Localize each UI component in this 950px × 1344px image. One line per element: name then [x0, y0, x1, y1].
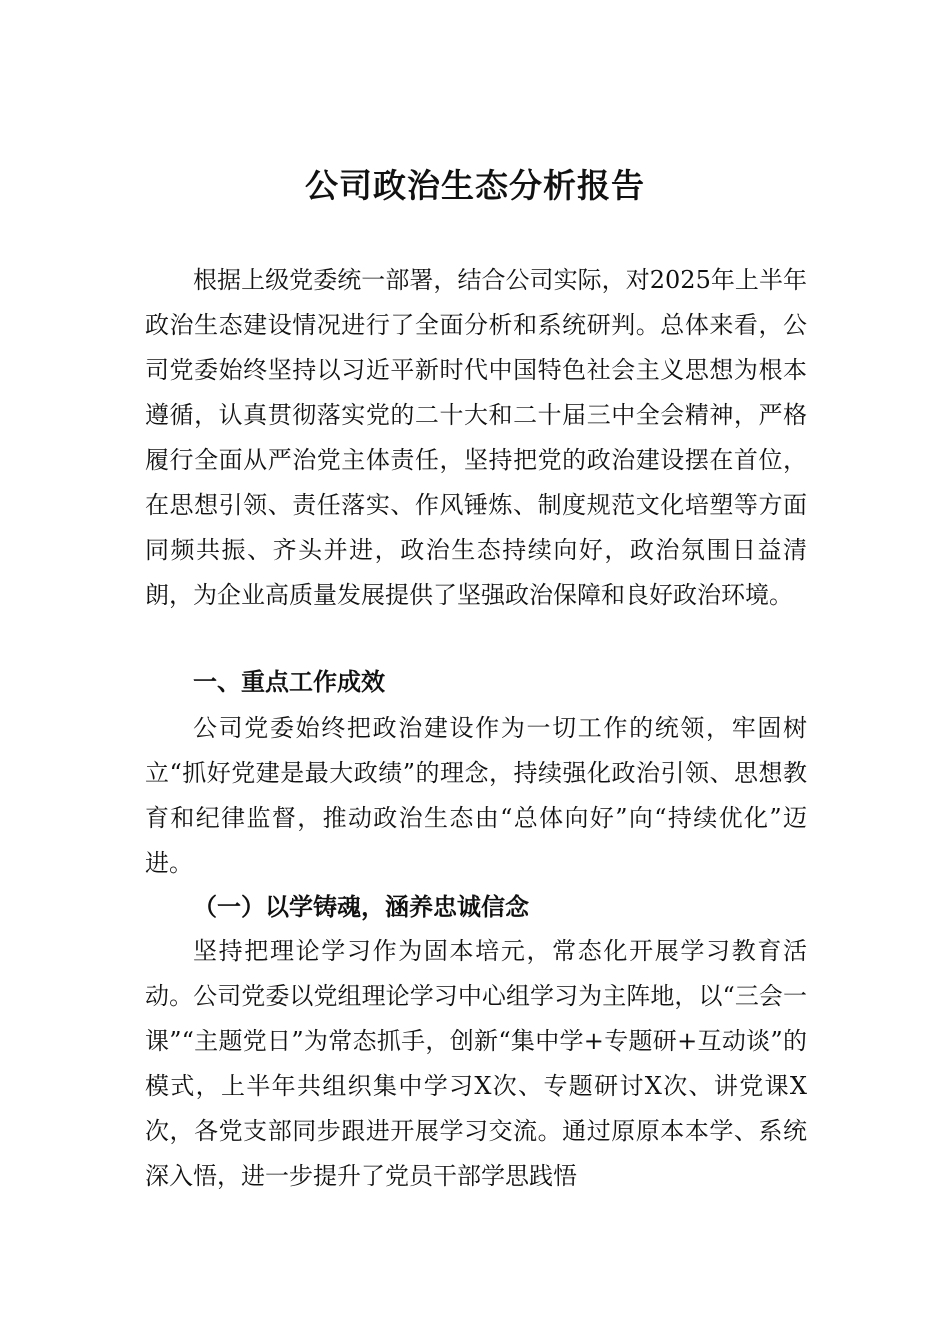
section-paragraph: 公司党委始终把政治建设作为一切工作的统领，牢固树立“抓好党建是最大政绩”的理念，持续强化政治引领、思想教育和纪律监督，推动政治生态由“总体向好”向“持续优化”迈进。: [145, 714, 807, 877]
subsection-heading: （一）以学铸魂，涵养忠诚信念: [193, 892, 529, 921]
section-heading: 一、重点工作成效: [193, 668, 385, 696]
intro-paragraph: 根据上级党委统一部署，结合公司实际，对2025年上半年政治生态建设情况进行了全面分析和系统研判。总体来看，公司党委始终坚持以习近平新时代中国特色社会主义思想为根本遵循，认真贯彻落实党的二十大和二十届三中全会精神，严格履行全面从严治党主体责任，坚持把党的政治建设摆在首位，在思想引领、责任落实、作风锤炼、制度规范文化培塑等方面同频共振、齐头并进，政治生态持续向好，政治氛围日益清朗，为企业高质量发展提供了坚强政治保障和良好政治环境。: [145, 266, 807, 609]
subsection-paragraph: 坚持把理论学习作为固本培元，常态化开展学习教育活动。公司党委以党组理论学习中心组学习为主阵地，以“三会一课”“主题党日”为常态抓手，创新“集中学+专题研+互动谈”的模式，上半年共组织集中学习X次、专题研讨X次、讲党课X次，各党支部同步跟进开展学习交流。通过原原本本学、系统深入悟，进一步提升了党员干部学思践悟: [145, 937, 807, 1190]
document-title: 公司政治生态分析报告: [305, 166, 645, 205]
